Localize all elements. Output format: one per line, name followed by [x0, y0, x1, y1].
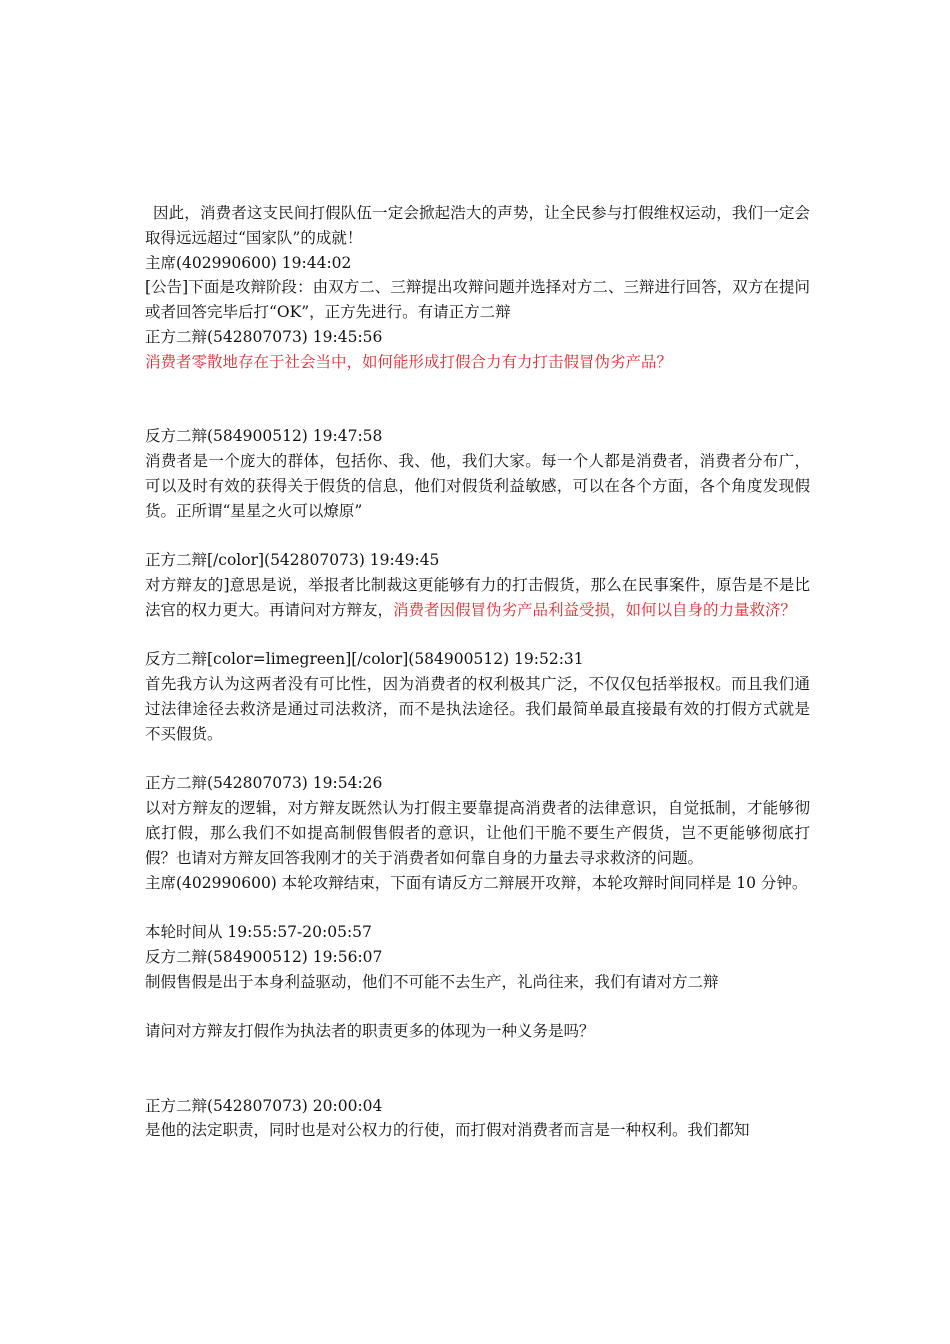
speaker-header-affirmative-2nd: 正方二辩(542807073) 19:54:26: [145, 774, 383, 793]
chair-announcement: 主席(402990600) 本轮攻辩结束，下面有请反方二辩展开攻辩，本轮攻辩时间同样是 10 分钟。: [145, 873, 808, 892]
rebuttal-paragraph: 以对方辩友的逻辑，对方辩友既然认为打假主要靠提高消费者的法律意识，自觉抵制，才能够彻底打假，那么我们不如提高制假售假者的意识，让他们干脆不要生产假货，岂不更能够彻底打假？也请对方辩友回答我刚才的关于消费者如何靠自身的力量去寻求救济的问题。: [145, 799, 810, 867]
speaker-header-affirmative-2nd: 正方二辩(542807073) 20:00:04: [145, 1096, 383, 1115]
mixed-paragraph: [145, 573, 810, 623]
speaker-header-negative-2nd: 反方二辩(584900512) 19:47:58: [145, 427, 383, 446]
question-paragraph: 请问对方辩友打假作为执法者的职责更多的体现为一种义务是吗？: [145, 1022, 595, 1041]
paragraph-conclusion: 因此，消费者这支民间打假队伍一定会掀起浩大的声势，让全民参与打假维权运动，我们一定会取得远远超过“国家队”的成就！: [145, 204, 810, 247]
speaker-header-negative-2nd: 反方二辩(584900512) 19:56:07: [145, 947, 383, 966]
question-red-2: 消费者因假冒伪劣产品利益受损，如何以自身的力量救济？: [393, 600, 797, 619]
answer-paragraph: 消费者是一个庞大的群体，包括你、我、他，我们大家。每一个人都是消费者，消费者分布广，可以及时有效的获得关于假货的信息，他们对假货利益敏感，可以在各个方面，各个角度发现假货。正所谓“星星之火可以燎原”: [145, 451, 810, 520]
announcement-paragraph: [公告]下面是攻辩阶段：由双方二、三辩提出攻辩问题并选择对方二、三辩进行回答，双方在提问或者回答完毕后打“OK”，正方先进行。有请正方二辩: [145, 278, 810, 322]
spacer: [145, 895, 810, 920]
speaker-header-affirmative-2nd: 正方二辩(542807073) 19:45:56: [145, 327, 383, 346]
speaker-header-chair: 主席(402990600) 19:44:02: [145, 253, 352, 272]
paragraph-text: 对方辩友的]意思是说，举报者比制裁这更能够有力的打击假货，那么在民事案件，原告是不是比法官的权力更大。再请问对方辩友，: [145, 575, 810, 619]
answer-paragraph: 首先我方认为这两者没有可比性，因为消费者的权利极其广泛，不仅仅包括举报权。而且我们通过法律途径去救济是通过司法救济，而不是执法途径。我们最简单最直接最有效的打假方式就是不买假货。: [145, 675, 810, 743]
spacer: [145, 623, 810, 648]
spacer: [145, 1044, 810, 1094]
question-red-1: 消费者零散地存在于社会当中，如何能形成打假合力有力打击假冒伪劣产品？: [145, 352, 673, 371]
spacer: [145, 747, 810, 772]
speaker-header-affirmative-2nd: 正方二辩[/color](542807073) 19:49:45: [145, 551, 440, 570]
round-time: 本轮时间从 19:55:57-20:05:57: [145, 923, 372, 942]
paragraph: 制假售假是出于本身利益驱动，他们不可能不去生产，礼尚往来，我们有请对方二辩: [145, 972, 719, 991]
spacer: [145, 375, 810, 425]
spacer: [145, 523, 810, 548]
answer-paragraph-truncated: 是他的法定职责，同时也是对公权力的行使，而打假对消费者而言是一种权利。我们都知: [145, 1121, 750, 1140]
speaker-header-negative-2nd: 反方二辩[color=limegreen][/color](584900512) 19:52:31: [145, 650, 584, 669]
transcript-body: [145, 201, 810, 1143]
spacer: [145, 995, 810, 1020]
